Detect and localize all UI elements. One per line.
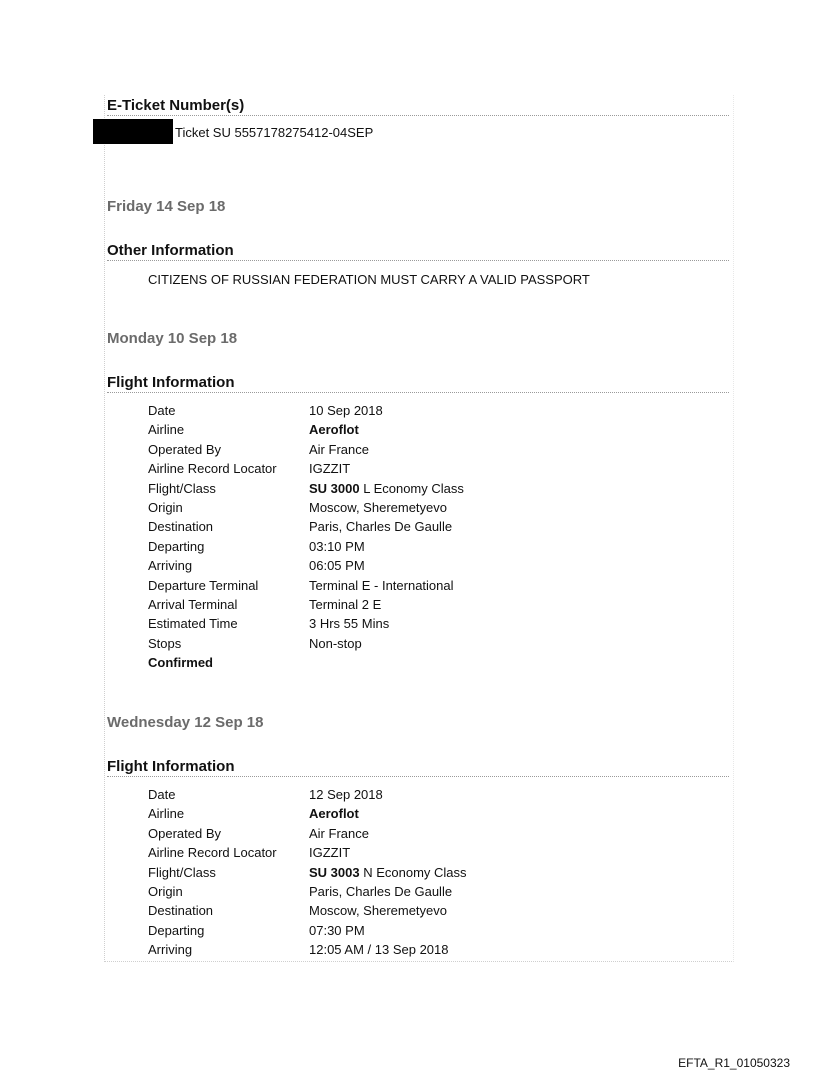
detail-value: Moscow, Sheremetyevo [309, 499, 448, 515]
date-heading-friday: Friday 14 Sep 18 [107, 198, 226, 215]
detail-value: 12:05 AM / 13 Sep 2018 [309, 942, 449, 958]
detail-value: 07:30 PM [309, 922, 365, 938]
detail-label: Departing [148, 538, 205, 554]
detail-value: 10 Sep 2018 [309, 403, 383, 418]
airline-value: Aeroflot [309, 806, 359, 822]
detail-label: Airline Record Locator [148, 845, 277, 861]
detail-label: Operated By [148, 441, 221, 457]
detail-label: Origin [148, 499, 183, 515]
detail-label: Airline [148, 422, 185, 438]
flight-information-heading-1: Flight Information [107, 374, 729, 393]
detail-label: Arriving [148, 942, 193, 958]
detail-label: Origin [148, 883, 183, 899]
flight-class-value [309, 863, 467, 882]
class-text: L Economy Class [359, 480, 464, 496]
flight-number: SU 3000 [309, 480, 360, 496]
detail-label: Destination [148, 519, 214, 535]
detail-label: Date [148, 403, 176, 418]
detail-label: Destination [148, 903, 214, 919]
detail-value: Air France [309, 441, 369, 457]
airline-value: Aeroflot [309, 422, 359, 438]
flight-number: SU 3003 [309, 864, 360, 880]
detail-label: Departing [148, 922, 205, 938]
detail-label: Airline Record Locator [148, 461, 277, 477]
eticket-heading: E-Ticket Number(s) [107, 97, 729, 116]
detail-value: 3 Hrs 55 Mins [309, 616, 390, 632]
detail-value: Terminal E - International [309, 577, 454, 593]
detail-label: Arrival Terminal [148, 596, 238, 612]
detail-label: Arriving [148, 558, 193, 574]
detail-label: Date [148, 787, 176, 802]
detail-value: Paris, Charles De Gaulle [309, 519, 453, 535]
detail-label: Flight/Class [148, 480, 216, 496]
detail-label: Airline [148, 806, 185, 822]
detail-value: Moscow, Sheremetyevo [309, 903, 448, 919]
date-heading-monday: Monday 10 Sep 18 [107, 330, 238, 347]
redaction-box [93, 119, 173, 144]
detail-value: Terminal 2 E [309, 596, 382, 612]
passport-note: CITIZENS OF RUSSIAN FEDERATION MUST CARRY A VALID PASSPORT [148, 272, 590, 287]
detail-value: Air France [309, 825, 369, 841]
other-information-heading: Other Information [107, 242, 729, 261]
flight-class-value [309, 479, 464, 498]
detail-label: Flight/Class [148, 864, 216, 880]
date-heading-wednesday: Wednesday 12 Sep 18 [107, 714, 264, 731]
detail-value: Paris, Charles De Gaulle [309, 883, 453, 899]
detail-label: Operated By [148, 825, 221, 841]
ticket-number: Ticket SU 5557178275412-04SEP [175, 125, 374, 140]
detail-value: Non-stop [309, 635, 362, 651]
detail-value: IGZZIT [309, 845, 351, 861]
detail-value: 06:05 PM [309, 558, 365, 574]
detail-label: Stops [148, 635, 182, 651]
class-text: N Economy Class [359, 864, 467, 880]
detail-value: 12 Sep 2018 [309, 787, 383, 802]
detail-value: 03:10 PM [309, 538, 365, 554]
detail-value: IGZZIT [309, 461, 351, 477]
booking-status: Confirmed [148, 655, 213, 671]
detail-label: Departure Terminal [148, 577, 259, 593]
flight-information-heading-2: Flight Information [107, 758, 729, 777]
document-id: EFTA_R1_01050323 [678, 1056, 790, 1070]
detail-label: Estimated Time [148, 616, 238, 632]
